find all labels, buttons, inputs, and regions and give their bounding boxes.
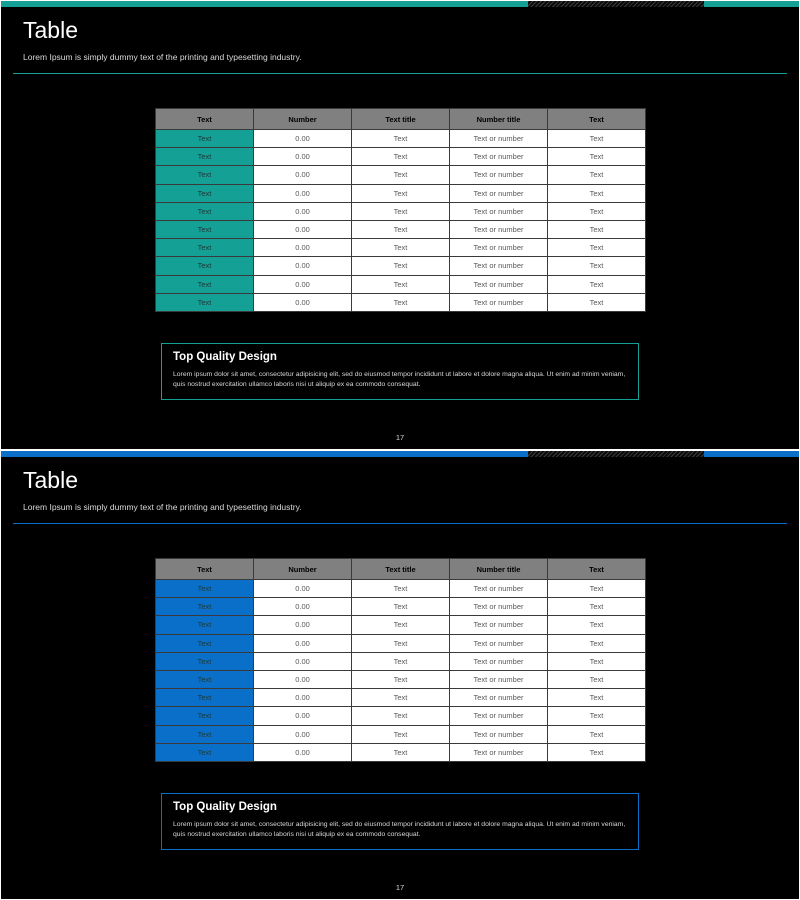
table-cell: Text [156, 689, 254, 707]
table-cell: 0.00 [254, 202, 352, 220]
table-row [156, 202, 646, 220]
table-cell: Text [156, 707, 254, 725]
table-cell: Text or number [450, 148, 548, 166]
table-cell: Text [352, 293, 450, 311]
table-cell: Text [548, 130, 646, 148]
table-cell: 0.00 [254, 239, 352, 257]
table-cell: Text [156, 148, 254, 166]
table-cell: Text or number [450, 130, 548, 148]
info-box-text: Lorem ipsum dolor sit amet, consectetur adipisicing elit, sed do eiusmod tempor incididunt ut labore et dolore magna aliqua. Ut enim ad minim veniam, quis nostrud exercitation ullamco laboris nisi ut aliquip ex ea commodo consequat. [173, 371, 626, 388]
table-cell: 0.00 [254, 670, 352, 688]
table-cell: Text [352, 598, 450, 616]
table-cell: Text [352, 166, 450, 184]
table-cell: Text [156, 166, 254, 184]
table-header-row [156, 559, 646, 580]
table-cell: 0.00 [254, 148, 352, 166]
table-row [156, 166, 646, 184]
table-row [156, 743, 646, 761]
table-cell: Text [548, 580, 646, 598]
table-cell: Text [548, 239, 646, 257]
table-cell: Text or number [450, 743, 548, 761]
table-header-row [156, 109, 646, 130]
table-cell: 0.00 [254, 652, 352, 670]
table-cell: Text or number [450, 166, 548, 184]
slide-subtitle: Lorem Ipsum is simply dummy text of the printing and typesetting industry. [23, 502, 302, 512]
table-cell: Text or number [450, 275, 548, 293]
table-cell: Text or number [450, 652, 548, 670]
table-cell: Text [548, 725, 646, 743]
table-cell: Text [548, 148, 646, 166]
table-cell: Text [156, 293, 254, 311]
slide-subtitle: Lorem Ipsum is simply dummy text of the printing and typesetting industry. [23, 52, 302, 62]
table-cell: 0.00 [254, 707, 352, 725]
table-row [156, 130, 646, 148]
table-cell: 0.00 [254, 580, 352, 598]
table-cell: Text or number [450, 184, 548, 202]
header-cell: Text [156, 109, 254, 130]
table-cell: Text [156, 184, 254, 202]
header-cell: Text [548, 109, 646, 130]
table-row [156, 275, 646, 293]
table-cell: 0.00 [254, 293, 352, 311]
header-cell: Number title [450, 559, 548, 580]
divider [13, 73, 787, 74]
table-cell: Text or number [450, 689, 548, 707]
striped-pattern [528, 451, 704, 457]
header-cell: Number title [450, 109, 548, 130]
striped-pattern [528, 1, 704, 7]
table-cell: Text [156, 725, 254, 743]
table-cell: Text or number [450, 257, 548, 275]
table-row [156, 689, 646, 707]
table-cell: Text [156, 275, 254, 293]
table-cell: 0.00 [254, 184, 352, 202]
table-cell: 0.00 [254, 743, 352, 761]
table-cell: Text or number [450, 707, 548, 725]
table-cell: Text [548, 257, 646, 275]
info-box-text: Lorem ipsum dolor sit amet, consectetur adipisicing elit, sed do eiusmod tempor incididunt ut labore et dolore magna aliqua. Ut enim ad minim veniam, quis nostrud exercitation ullamco laboris nisi ut aliquip ex ea commodo consequat. [173, 821, 626, 838]
table-cell: Text [352, 239, 450, 257]
table-cell: Text or number [450, 220, 548, 238]
table-cell: Text or number [450, 239, 548, 257]
table-cell: Text or number [450, 670, 548, 688]
table-row [156, 670, 646, 688]
table-cell: Text [548, 670, 646, 688]
table-cell: Text [156, 257, 254, 275]
table-cell: 0.00 [254, 689, 352, 707]
table-cell: Text [156, 580, 254, 598]
info-box [161, 793, 639, 850]
header-cell: Text title [352, 109, 450, 130]
table-row [156, 616, 646, 634]
table-cell: Text [352, 707, 450, 725]
table-cell: Text [548, 166, 646, 184]
data-table [155, 108, 646, 312]
table-cell: 0.00 [254, 634, 352, 652]
table-cell: Text [548, 598, 646, 616]
table-row [156, 220, 646, 238]
table-cell: Text [352, 689, 450, 707]
table-cell: Text [352, 652, 450, 670]
table-cell: Text [352, 580, 450, 598]
table-cell: Text [352, 634, 450, 652]
table-cell: Text [352, 670, 450, 688]
table-cell: Text [156, 598, 254, 616]
table-cell: Text [548, 743, 646, 761]
table-row [156, 148, 646, 166]
table-cell: Text [548, 707, 646, 725]
header-cell: Number [254, 559, 352, 580]
table-row [156, 257, 646, 275]
table-cell: Text [156, 652, 254, 670]
header-cell: Number [254, 109, 352, 130]
table-cell: 0.00 [254, 725, 352, 743]
table-cell: Text [548, 689, 646, 707]
table-cell: Text [352, 148, 450, 166]
table-cell: Text [156, 239, 254, 257]
table-cell: 0.00 [254, 257, 352, 275]
slide-1 [1, 1, 799, 449]
table-row [156, 652, 646, 670]
table-cell: Text or number [450, 634, 548, 652]
table-row [156, 598, 646, 616]
table-row [156, 239, 646, 257]
table-cell: Text [548, 634, 646, 652]
table-cell: Text [352, 743, 450, 761]
table-cell: Text [156, 616, 254, 634]
table-cell: Text [548, 184, 646, 202]
table-cell: Text [352, 616, 450, 634]
table-cell: 0.00 [254, 275, 352, 293]
table-cell: Text [156, 743, 254, 761]
table-cell: 0.00 [254, 616, 352, 634]
table-cell: Text or number [450, 580, 548, 598]
table-cell: Text [352, 275, 450, 293]
table-row [156, 184, 646, 202]
divider [13, 523, 787, 524]
table-cell: Text or number [450, 725, 548, 743]
table-cell: Text [156, 130, 254, 148]
table-cell: Text [156, 220, 254, 238]
table-cell: Text or number [450, 616, 548, 634]
table-cell: Text [352, 220, 450, 238]
table-cell: Text [352, 202, 450, 220]
table-cell: Text [548, 275, 646, 293]
header-cell: Text [156, 559, 254, 580]
table-cell: 0.00 [254, 166, 352, 184]
info-box-title: Top Quality Design [173, 351, 277, 363]
table-cell: 0.00 [254, 130, 352, 148]
page-number: 17 [395, 883, 405, 892]
table-cell: Text [548, 220, 646, 238]
table-cell: Text [352, 257, 450, 275]
table-cell: Text or number [450, 202, 548, 220]
table-cell: Text [548, 202, 646, 220]
table-row [156, 707, 646, 725]
table-cell: 0.00 [254, 598, 352, 616]
page-number: 17 [395, 433, 405, 442]
table-cell: Text [352, 184, 450, 202]
table-cell: Text [156, 202, 254, 220]
slide-title: Table [23, 467, 78, 493]
table-cell: Text or number [450, 598, 548, 616]
table-cell: Text [548, 616, 646, 634]
slide-2 [1, 451, 799, 899]
slide-title: Table [23, 17, 78, 43]
table-cell: Text [548, 293, 646, 311]
table-cell: Text [156, 670, 254, 688]
header-cell: Text [548, 559, 646, 580]
table-cell: Text [352, 725, 450, 743]
table-row [156, 725, 646, 743]
data-table [155, 558, 646, 762]
table-row [156, 293, 646, 311]
table-cell: Text or number [450, 293, 548, 311]
table-cell: Text [156, 634, 254, 652]
table-cell: 0.00 [254, 220, 352, 238]
header-cell: Text title [352, 559, 450, 580]
info-box [161, 343, 639, 400]
table-row [156, 580, 646, 598]
table-cell: Text [352, 130, 450, 148]
table-cell: Text [548, 652, 646, 670]
table-row [156, 634, 646, 652]
info-box-title: Top Quality Design [173, 801, 277, 813]
